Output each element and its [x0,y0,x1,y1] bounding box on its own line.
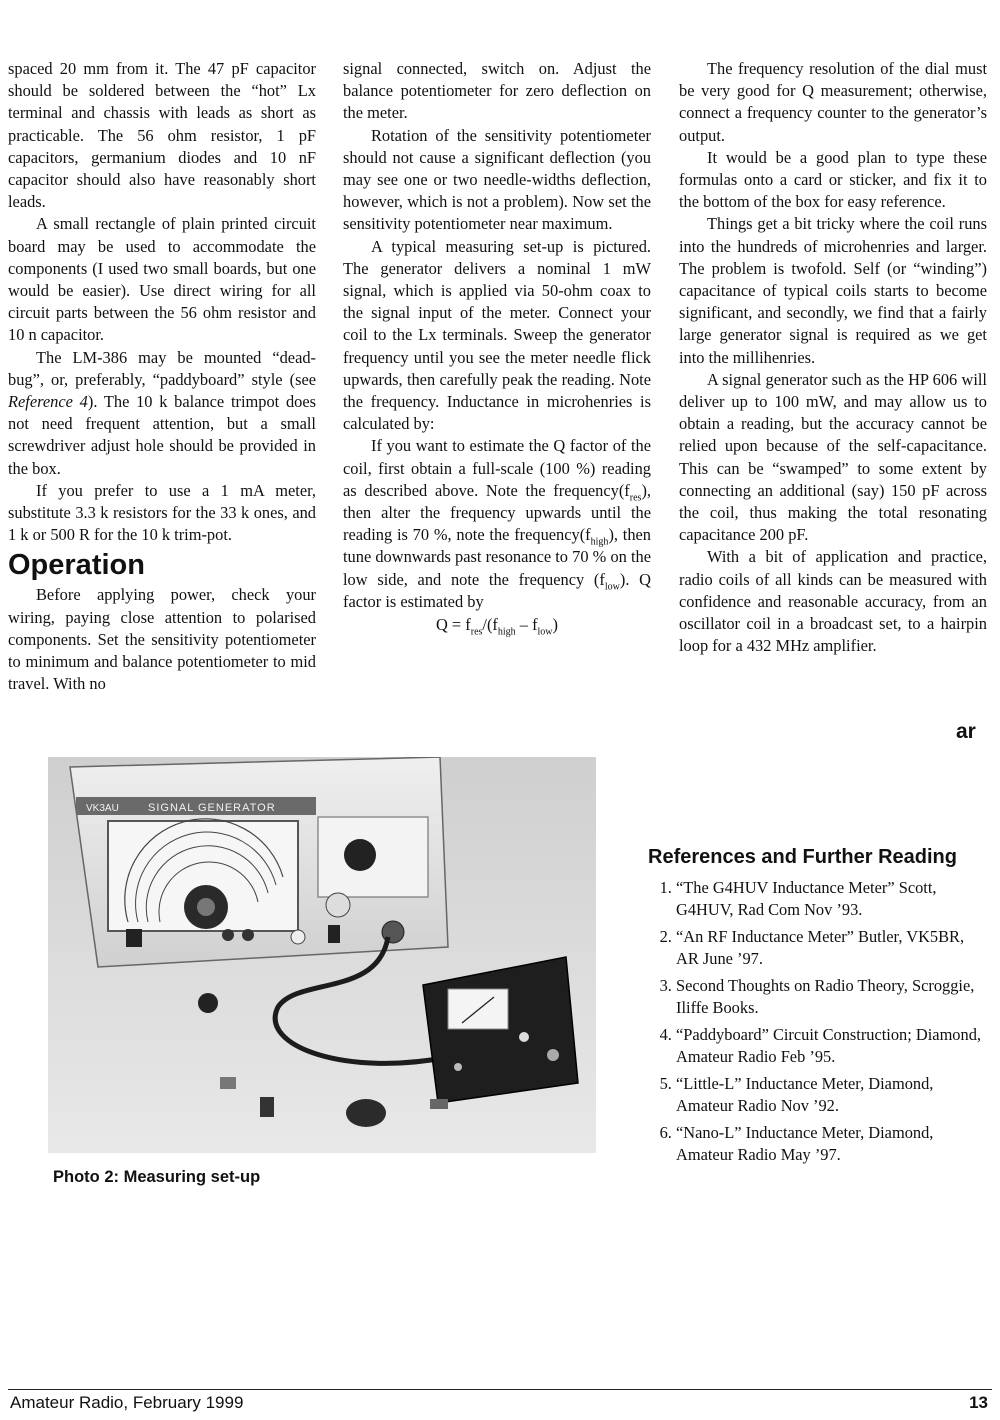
column-1 [8,58,316,695]
reference-item: 4. “Paddyboard” Circuit Construction; Diamond, Amateur Radio Feb ’95. [676,1024,988,1067]
meter-face [448,989,508,1029]
end-mark: ar [956,720,976,743]
paragraph: With a bit of application and practice, radio coils of all kinds can be measured with confidence and reasonable accuracy, from an oscillator coil in a broadcast set, to a hairpin loop for a 432 MHz amplifier. [679,547,987,656]
coil-toroid [346,1099,386,1127]
reference-item: 3. Second Thoughts on Radio Theory, Scroggie, Iliffe Books. [676,975,988,1018]
paragraph: Rotation of the sensitivity potentiometer should not cause a significant deflection (you may see one or two needle-widths deflection, however, which is not a problem). Now set the sensitivity potentiometer near maximum. [343,125,651,234]
section-heading-operation: Operation [8,549,145,582]
paragraph: A typical measuring set-up is pictured. The generator delivers a nominal 1 mW signal, which is applied via 50-ohm coax to the signal input of the meter. Connect your coil to the Lx terminals. Sweep the generator frequency until you see the meter needle flick upwards, then carefully peak the reading. Note the frequency. Inductance in microhenries is calculated by: [343,236,651,434]
footer-publication: Amateur Radio, February 1999 [10,1393,244,1412]
references-section [648,842,988,1171]
paragraph: It would be a good plan to type these formulas onto a card or sticker, and fix it to the bottom of the box for easy reference. [679,147,987,212]
references-list [648,877,988,1165]
paragraph: Things get a bit tricky where the coil runs into the hundreds of microhenries and larger. The problem is twofold. Self (or “winding”) capacitance of typical coils starts to become significant, and secondly, we find that a fairly large generator signal is required as we get into the millihenries. [679,214,987,367]
q-factor-formula: $Q = f_{res}/(f_{high} - f_{low})$ [436,615,558,638]
level-knob [344,839,376,871]
paragraph: A signal generator such as the HP 606 will deliver up to 100 mW, and may allow us to obtain a reading, but the accuracy cannot be relied upon because of the self-capacitance. This can be “swamped” to some extent by connecting an additional (say) 150 pF across the coil, thus making the total resonating capacitance 200 pF. [679,369,987,545]
page-number: 13 [969,1393,988,1412]
photo-measuring-setup [48,757,596,1153]
column-3 [679,58,987,657]
photo-caption: Photo 2: Measuring set-up [53,1168,261,1186]
paragraph: The frequency resolution of the dial must be very good for Q measurement; otherwise, connect a frequency counter to the generator’s output. [679,59,987,145]
paragraph: signal connected, switch on. Adjust the balance potentiometer for zero deflection on the meter. [343,59,651,123]
paragraph: If you want to estimate the Q factor of the coil, first obtain a full-scale (100 %) reading as described above. Note the $frequency(f_{res})$, then alter the frequency upwards until the reading is 70 %, note the $frequency(f_{high})$, then tune downwards past resonance to 70 % on the low side, and note the frequency $(f_{low})$. Q factor is estimated by [343,436,652,611]
reference-item: 2. “An RF Inductance Meter” Butler, VK5BR, AR June ’97. [676,926,988,969]
reference-item: 6. “Nano-L” Inductance Meter, Diamond, Amateur Radio May ’97. [676,1122,988,1165]
paragraph: Before applying power, check your wiring, paying close attention to polarised components. Set the sensitivity potentiometer to minimum and balance potentiometer to mid travel. With no [8,585,316,694]
photo-illustration [48,757,596,1153]
references-heading: References and Further Reading [648,846,957,868]
paragraph: The LM-386 may be mounted “dead-bug”, or, preferably, “paddyboard” style (see Reference 4). The 10 k balance trimpot does not need frequent attention, but a small screwdriver adjust hole should be provided in the box. [8,347,317,478]
capacitor-disc [198,993,218,1013]
paragraph: A small rectangle of plain printed circuit board may be used to accommodate the components (I used two small boards, but one would be easier). Use direct wiring for all circuit parts between the 56 ohm resistor and 10 n capacitor. [8,214,316,345]
paragraph: If you prefer to use a 1 mA meter, substitute 3.3 k resistors for the 33 k ones, and 1 k or 500 R for the 10 k trim-pot. [8,480,316,545]
reference-link-4: Reference 4 [8,392,88,412]
footer-divider [8,1389,992,1390]
reference-item: 1. “The G4HUV Inductance Meter” Scott, G4HUV, Rad Com Nov ’93. [676,877,988,920]
panel-label-right: SIGNAL GENERATOR [148,802,276,814]
reference-item: 5. “Little-L” Inductance Meter, Diamond, Amateur Radio Nov ’92. [676,1073,988,1116]
paragraph: spaced 20 mm from it. The 47 pF capacitor should be soldered between the “hot” Lx terminal and chassis with leads as short as practicable. The 56 ohm resistor, 1 pF capacitors, germanium diodes and 10 nF capacitor should also have reasonably short leads. [8,59,316,212]
panel-label-left: VK3AU [86,803,119,814]
column-2 [343,58,651,636]
